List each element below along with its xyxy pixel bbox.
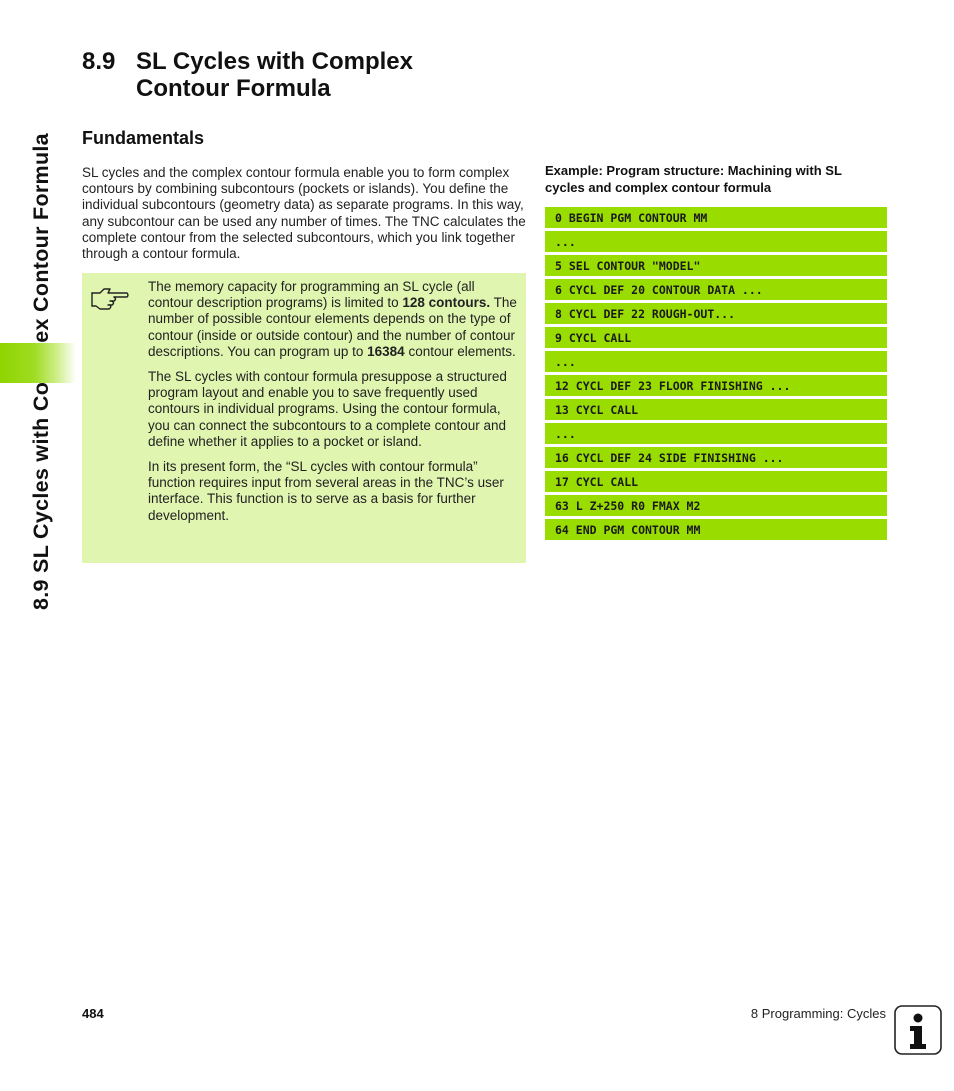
code-line: 0 BEGIN PGM CONTOUR MM xyxy=(545,207,887,228)
sidebar-title xyxy=(26,40,56,610)
note-p1-emphasis-elements: 16384 xyxy=(367,343,405,359)
page-number: 484 xyxy=(82,1006,104,1021)
page-title xyxy=(82,48,413,102)
code-line: 64 END PGM CONTOUR MM xyxy=(545,519,887,540)
program-code-listing xyxy=(545,207,887,543)
note-text xyxy=(148,279,518,533)
code-line: 6 CYCL DEF 20 CONTOUR DATA ... xyxy=(545,279,887,300)
code-line: 9 CYCL CALL xyxy=(545,327,887,348)
note-p1-text-a: The memory capacity for programming an SL cycle (all contour description programs) is limited to xyxy=(148,279,475,311)
code-line: 13 CYCL CALL xyxy=(545,399,887,420)
note-box xyxy=(82,273,526,563)
note-p1-text-e: contour elements. xyxy=(404,343,516,359)
note-paragraph-2: The SL cycles with contour formula presuppose a structured program layout and enable you to save frequently used contours in individual programs. Using the contour formula, you can connect the subcontours to a complete contour and define whether it applies to a pocket or island. xyxy=(148,369,507,449)
section-title-text xyxy=(136,48,413,102)
code-line: 16 CYCL DEF 24 SIDE FINISHING ... xyxy=(545,447,887,468)
pointing-hand-icon xyxy=(90,283,130,311)
note-paragraph-3: In its present form, the “SL cycles with contour formula” function requires input from several areas in the TNC’s user interface. This function is to serve as a basis for further development. xyxy=(148,459,504,523)
code-line: ... xyxy=(545,231,887,252)
code-line: 8 CYCL DEF 22 ROUGH-OUT... xyxy=(545,303,887,324)
info-icon[interactable] xyxy=(894,1005,942,1055)
code-line: 63 L Z+250 R0 FMAX M2 xyxy=(545,495,887,516)
sidebar-tab-marker xyxy=(0,343,76,383)
code-line: ... xyxy=(545,351,887,372)
note-paragraph-1 xyxy=(148,279,518,360)
intro-paragraph: SL cycles and the complex contour formula enable you to form complex contours by combining subcontours (pockets or islands). You define the individual subcontours (geometry data) as separate programs. In this way, any subcontour can be used any number of times. The TNC calculates the complete contour from the selected subcontours, which you link together through a contour formula. xyxy=(82,165,526,262)
note-p1-emphasis-contours: 128 contours. xyxy=(402,295,491,311)
sidebar-title-text xyxy=(26,40,56,610)
fundamentals-heading: Fundamentals xyxy=(82,128,205,148)
code-line: ... xyxy=(545,423,887,444)
code-line: 17 CYCL CALL xyxy=(545,471,887,492)
note-p1-text-c: The number of possible contour elements depends on the type of contour (inside or outside contour) and the number of contour descriptions. You can program up to xyxy=(148,295,517,359)
section-title-line1: SL Cycles with Complex xyxy=(136,48,413,75)
code-line: 5 SEL CONTOUR "MODEL" xyxy=(545,255,887,276)
section-title-line2: Contour Formula xyxy=(136,75,331,102)
chapter-label: 8 Programming: Cycles xyxy=(750,1006,886,1021)
code-line: 12 CYCL DEF 23 FLOOR FINISHING ... xyxy=(545,375,887,396)
section-number: 8.9 xyxy=(82,48,116,75)
example-caption: Example: Program structure: Machining with SL cycles and complex contour formula xyxy=(545,163,842,195)
